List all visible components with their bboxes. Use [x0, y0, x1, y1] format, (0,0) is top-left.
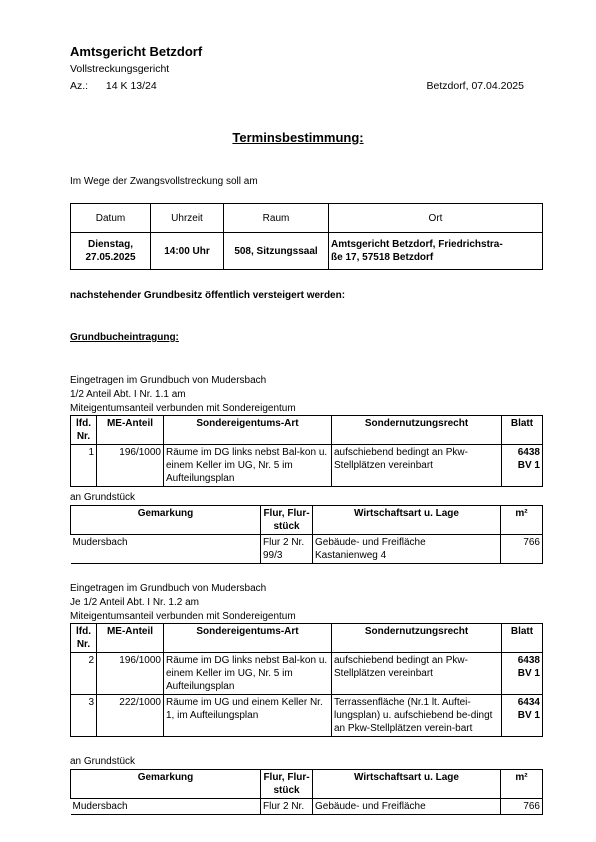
header-wirtschaftsart: Wirtschaftsart u. Lage [313, 506, 501, 535]
row-blatt-bv: BV 1 [517, 668, 540, 679]
block2-register-table [70, 623, 543, 737]
header-lfd-nr: lfd. Nr. [71, 624, 97, 653]
row-sondernutzung: aufschiebend bedingt an Pkw-Stellplätzen vereinbart [332, 653, 502, 695]
appointment-row [71, 233, 543, 270]
row-me-anteil: 196/1000 [97, 445, 164, 487]
row-sondereigentum: Räume im UG und einem Keller Nr. 1, im Aufteilungsplan [164, 695, 332, 737]
plot-gemarkung: Mudersbach [71, 535, 261, 564]
file-number-value: 14 K 13/24 [105, 80, 157, 92]
table-row [71, 799, 543, 815]
block1-plot-header-row [71, 506, 543, 535]
appointment-date [71, 233, 151, 270]
block2-plot-header-row [71, 770, 543, 799]
row-blatt-number: 6438 [517, 447, 540, 458]
appointment-header-room: Raum [224, 204, 329, 233]
block1-share-line: 1/2 Anteil Abt. I Nr. 1.1 am [70, 389, 186, 400]
court-department: Vollstreckungsgericht [70, 63, 170, 75]
header-sondereigentum: Sondereigentums-Art [164, 416, 332, 445]
plot-flur [261, 535, 313, 564]
row-blatt [502, 445, 543, 487]
header-flur: Flur, Flur-stück [261, 770, 313, 799]
plot-flur: Flur 2 Nr. [261, 799, 313, 815]
header-blatt: Blatt [502, 624, 543, 653]
appointment-weekday: Dienstag, [87, 239, 133, 250]
place-date: Betzdorf, 07.04.2025 [426, 80, 524, 92]
block2-share-line: Je 1/2 Anteil Abt. I Nr. 1.2 am [70, 597, 199, 608]
row-sondereigentum: Räume im DG links nebst Bal-kon u. einem Keller im UG, Nr. 5 im Aufteilungsplan [164, 653, 332, 695]
court-name: Amtsgericht Betzdorf [70, 44, 203, 59]
row-me-anteil: 222/1000 [97, 695, 164, 737]
header-flur: Flur, Flur-stück [261, 506, 313, 535]
auction-statement: nachstehender Grundbesitz öffentlich versteigert werden: [70, 290, 346, 301]
row-me-anteil: 196/1000 [97, 653, 164, 695]
header-me-anteil: ME-Anteil [97, 416, 164, 445]
table-row [71, 695, 543, 737]
plot-flur-line2: 99/3 [263, 550, 283, 561]
block1-intro [70, 374, 296, 416]
appointment-header-date: Datum [71, 204, 151, 233]
appointment-room: 508, Sitzungssaal [224, 233, 329, 270]
block1-register-line: Eingetragen im Grundbuch von Mudersbach [70, 375, 267, 386]
table-row [71, 653, 543, 695]
header-qm: m² [501, 506, 543, 535]
header-sondernutzung: Sondernutzungsrecht [332, 624, 502, 653]
file-number-label: Az.: [70, 80, 89, 92]
plot-qm: 766 [501, 799, 543, 815]
appointment-place-line1: Amtsgericht Betzdorf, Friedrichstra- [331, 239, 503, 250]
plot-wirtschaftsart [313, 535, 501, 564]
header-sondereigentum: Sondereigentums-Art [164, 624, 332, 653]
row-blatt-bv: BV 1 [517, 710, 540, 721]
appointment-header-place: Ort [329, 204, 543, 233]
row-sondereigentum: Räume im DG links nebst Bal-kon u. einem Keller im UG, Nr. 5 im Aufteilungsplan [164, 445, 332, 487]
block2-header-row [71, 624, 543, 653]
appointment-header-time: Uhrzeit [151, 204, 224, 233]
block1-plot-table [70, 505, 543, 564]
header-gemarkung: Gemarkung [71, 506, 261, 535]
header-wirtschaftsart: Wirtschaftsart u. Lage [313, 770, 501, 799]
appointment-time: 14:00 Uhr [151, 233, 224, 270]
document-title: Terminsbestimmung: [232, 130, 364, 145]
appointment-table [70, 203, 543, 270]
header-lfd-nr: lfd. Nr. [71, 416, 97, 445]
row-blatt-number: 6434 [517, 697, 540, 708]
plot-art-line2: Kastanienweg 4 [315, 550, 387, 561]
row-blatt [502, 695, 543, 737]
appointment-place-line2: ße 17, 57518 Betzdorf [331, 252, 434, 263]
intro-text: Im Wege der Zwangsvollstreckung soll am [70, 176, 258, 187]
header-blatt: Blatt [502, 416, 543, 445]
file-number [70, 80, 157, 92]
plot-flur-line1: Flur 2 Nr. [263, 537, 305, 548]
block2-intro [70, 582, 296, 624]
appointment-place [329, 233, 543, 270]
appointment-header-row [71, 204, 543, 233]
block2-an-grundstueck: an Grundstück [70, 756, 136, 767]
row-sondernutzung: Terrassenfläche (Nr.1 lt. Auftei-lungsplan) u. aufschiebend be-dingt an Pkw-Stellplätzen verein-bart [332, 695, 502, 737]
block1-an-grundstueck: an Grundstück [70, 492, 136, 503]
row-blatt [502, 653, 543, 695]
block1-register-table [70, 415, 543, 487]
row-nr: 3 [71, 695, 97, 737]
row-nr: 1 [71, 445, 97, 487]
plot-qm: 766 [501, 535, 543, 564]
row-sondernutzung: aufschiebend bedingt an Pkw-Stellplätzen vereinbart [332, 445, 502, 487]
block2-plot-table [70, 769, 543, 815]
header-gemarkung: Gemarkung [71, 770, 261, 799]
row-nr: 2 [71, 653, 97, 695]
plot-art-line1: Gebäude- und Freifläche [315, 537, 426, 548]
plot-gemarkung: Mudersbach [71, 799, 261, 815]
land-register-heading: Grundbucheintragung: [70, 332, 179, 343]
table-row [71, 535, 543, 564]
header-sondernutzung: Sondernutzungsrecht [332, 416, 502, 445]
table-row [71, 445, 543, 487]
block1-ownership-line: Miteigentumsanteil verbunden mit Sondereigentum [70, 403, 296, 414]
block2-ownership-line: Miteigentumsanteil verbunden mit Sondereigentum [70, 611, 296, 622]
block2-register-line: Eingetragen im Grundbuch von Mudersbach [70, 583, 267, 594]
header-qm: m² [501, 770, 543, 799]
row-blatt-number: 6438 [517, 655, 540, 666]
appointment-date-value: 27.05.2025 [85, 252, 136, 263]
header-me-anteil: ME-Anteil [97, 624, 164, 653]
block1-header-row [71, 416, 543, 445]
row-blatt-bv: BV 1 [517, 460, 540, 471]
plot-wirtschaftsart: Gebäude- und Freifläche [313, 799, 501, 815]
